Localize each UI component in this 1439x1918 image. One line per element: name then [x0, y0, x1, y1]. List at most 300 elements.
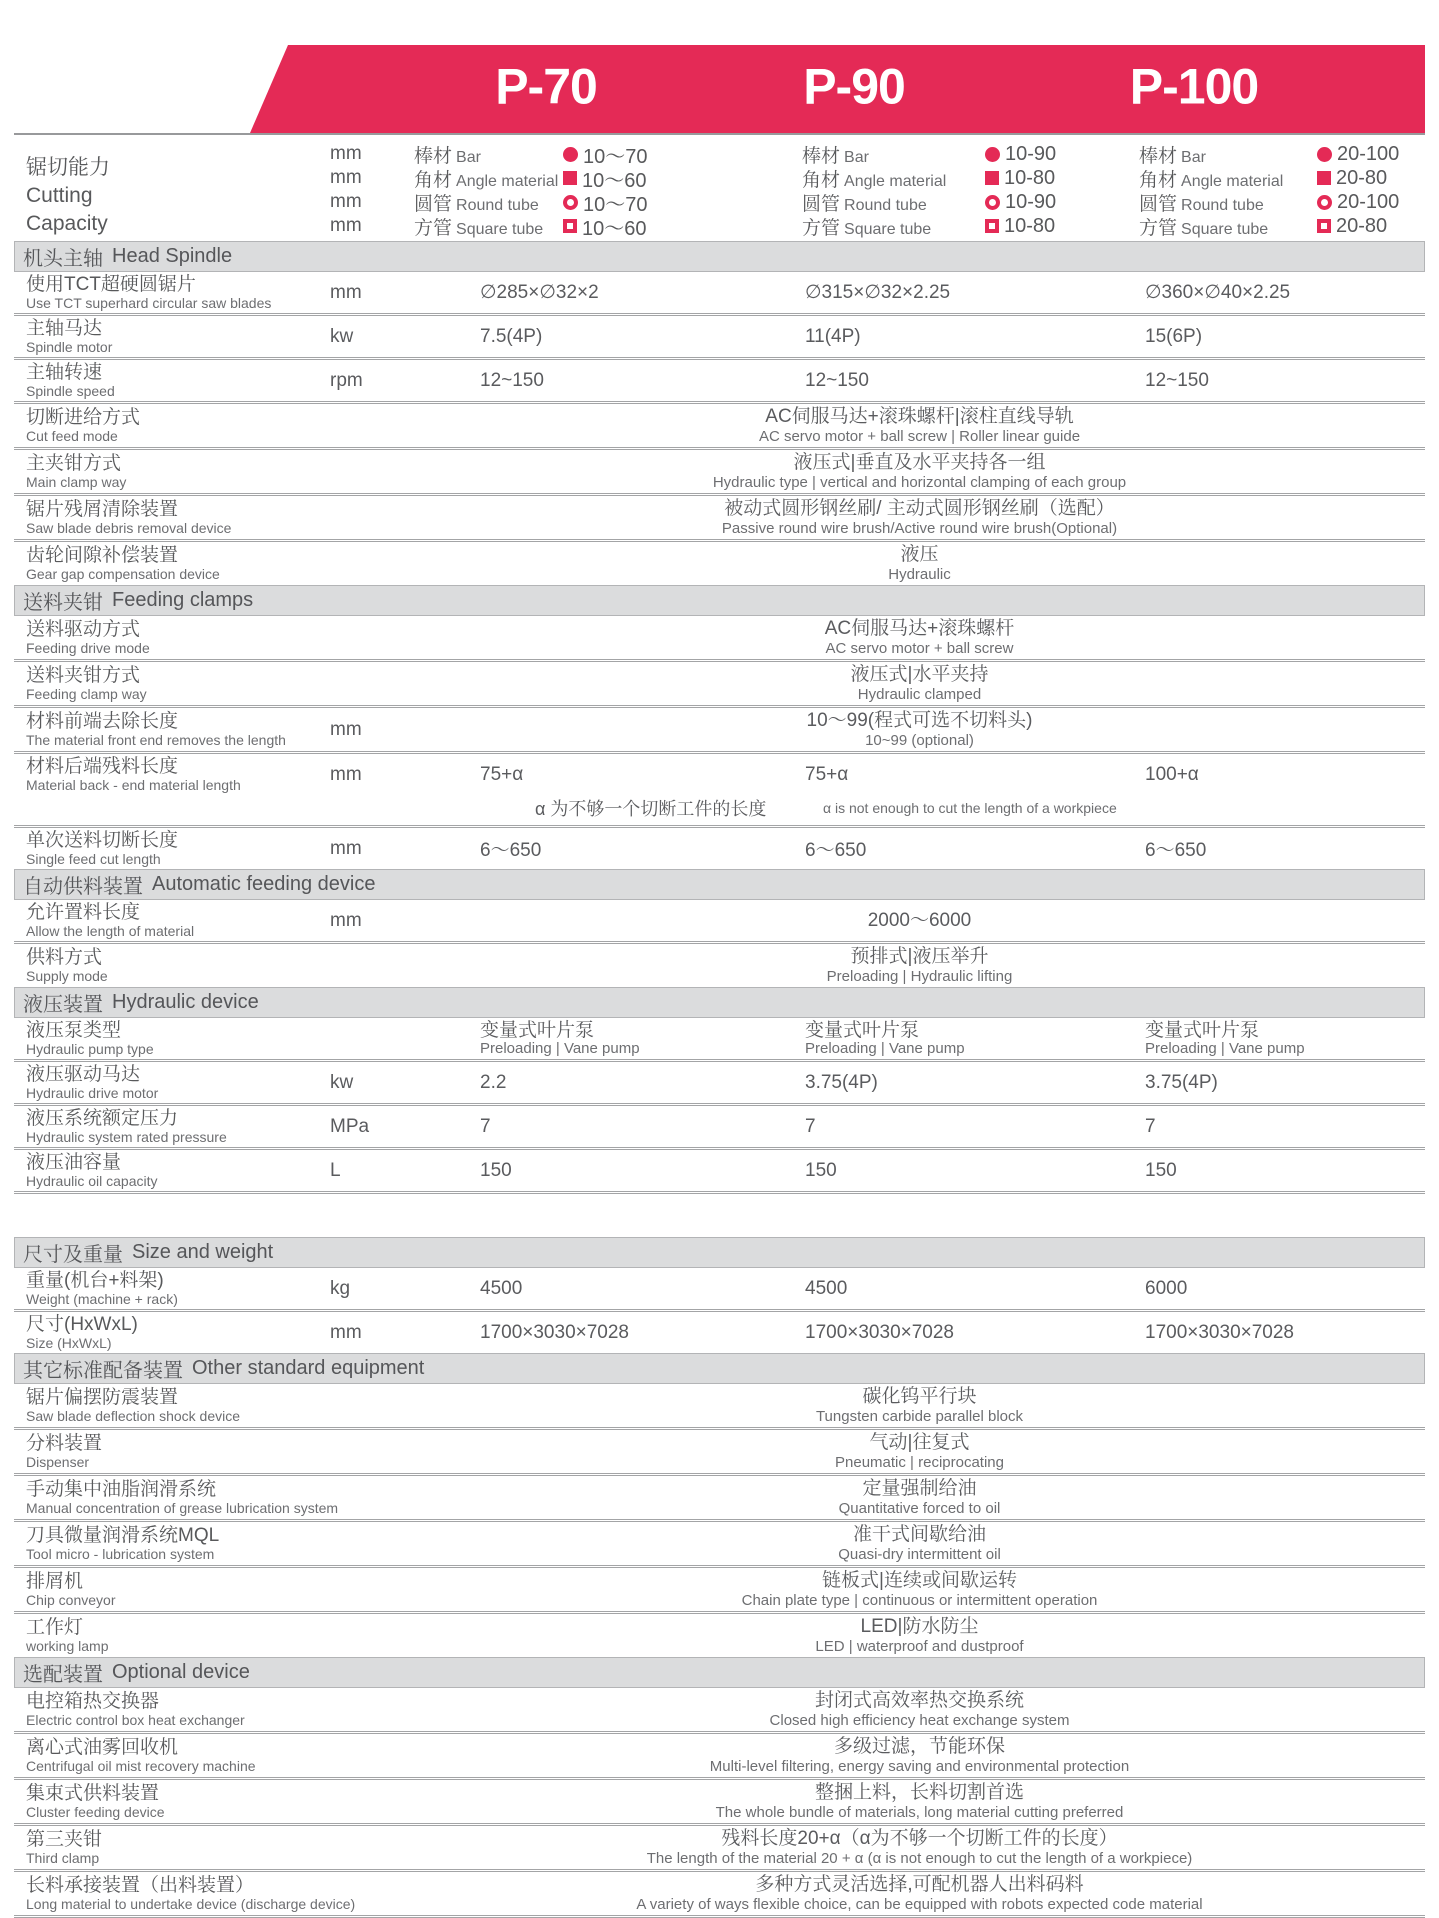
value-en: Preloading | Vane pump	[805, 1040, 965, 1057]
section-header-automatic-feeding-device	[14, 869, 1425, 900]
row-label	[14, 665, 279, 702]
outline-square-icon	[563, 219, 577, 233]
unit-mm: mm	[330, 167, 362, 188]
cutting-row-bar	[802, 142, 1079, 166]
value-cell-p-100: 3.75(4P)	[1145, 1071, 1218, 1093]
row-label-en: Chip conveyor	[26, 1592, 116, 1608]
spec-row-cut-feed-mode	[14, 401, 1425, 447]
cutting-row-bar	[1139, 142, 1425, 166]
row-label-en: Feeding drive mode	[26, 640, 150, 656]
row-label-cn: 切断进给方式	[26, 407, 141, 428]
value-cell-p-90: 150	[805, 1159, 837, 1181]
section-title-cn: 机头主轴	[23, 248, 103, 270]
merged-value-cn: 10～99(程式可选不切料头)	[806, 710, 1033, 731]
value-cell-p-100	[1079, 1020, 1425, 1057]
merged-value-en: Tungsten carbide parallel block	[815, 1408, 1024, 1425]
merged-value-cn: 气动|往复式	[869, 1432, 970, 1453]
cutting-row-round-tube	[414, 190, 739, 214]
cutting-row-square-tube	[802, 214, 1079, 238]
merged-value-cell	[414, 710, 1425, 749]
material-name-cn: 圆管	[802, 193, 841, 215]
value-cell-p-100: 150	[1145, 1159, 1177, 1181]
unit-cell: kg	[330, 1277, 351, 1299]
merged-value-cell	[414, 498, 1425, 537]
section-header-feeding-clamps	[14, 585, 1425, 616]
unit-cell: rpm	[330, 369, 363, 391]
value-cell-p-100: 7	[1145, 1115, 1156, 1137]
row-label-en: The material front end removes the length	[26, 732, 286, 748]
material-name-cn: 角材	[414, 169, 453, 191]
material-name	[1139, 141, 1317, 168]
capacity-range: 20-100	[1337, 190, 1400, 213]
unit-mm: mm	[330, 191, 362, 212]
spec-row-feeding-drive-mode	[14, 616, 1425, 659]
spec-row-spindle-speed	[14, 357, 1425, 401]
capacity-range: 20-80	[1336, 166, 1388, 189]
row-label-en: Hydraulic oil capacity	[26, 1173, 158, 1189]
value-cell-p-70	[414, 1020, 739, 1057]
section-title-en: Automatic feeding device	[152, 873, 376, 895]
row-label-cn: 允许置料长度	[26, 902, 141, 923]
merged-value-en: A variety of ways flexible choice, can be equipped with robots expected code material	[636, 1896, 1203, 1913]
row-label-cn: 排屑机	[26, 1571, 84, 1592]
merged-value-cell	[414, 1616, 1425, 1655]
section-header-hydraulic-device	[14, 987, 1425, 1018]
value-cell-p-70: 75+α	[480, 763, 524, 785]
merged-value-en: Hydraulic type | vertical and horizontal clamping of each group	[712, 474, 1127, 491]
cutting-units	[279, 142, 414, 238]
row-label	[14, 711, 286, 748]
spec-row-third-clamp	[14, 1823, 1425, 1869]
cutting-row-square-tube	[414, 214, 739, 238]
unit-cell: mm	[330, 763, 362, 785]
row-label-cn: 第三夹钳	[26, 1829, 103, 1850]
material-name-cn: 棒材	[1139, 145, 1178, 167]
section-title-en: Size and weight	[132, 1241, 274, 1263]
section-header-head-spindle	[14, 241, 1425, 272]
capacity-range: 10-90	[1005, 142, 1057, 165]
filled-circle-icon	[1317, 147, 1332, 162]
row-label	[14, 1314, 279, 1351]
row-label	[14, 619, 279, 656]
filled-circle-icon	[563, 147, 578, 162]
material-name	[1139, 165, 1317, 192]
value-cell-p-90: 4500	[805, 1277, 848, 1299]
material-name-en: Angle material	[844, 172, 947, 190]
merged-value-cn: AC伺服马达+滚珠螺杆	[824, 618, 1015, 639]
row-label-cn: 锯片偏摆防震装置	[26, 1387, 179, 1408]
row-label-en: Cluster feeding device	[26, 1804, 165, 1820]
cutting-col-p-90	[739, 142, 1079, 238]
value-cell-p-100: 1700×3030×7028	[1145, 1321, 1294, 1343]
spec-row-chip-conveyor	[14, 1565, 1425, 1611]
spec-row-cluster-feeding-device	[14, 1777, 1425, 1823]
alpha-note-en: α is not enough to cut the length of a workpiece	[823, 800, 1117, 816]
value-cell-p-100: 15(6P)	[1145, 325, 1203, 347]
value-cell-p-90: ∅315×∅32×2.25	[805, 282, 951, 303]
merged-value-cell	[414, 618, 1425, 657]
row-label-en: Single feed cut length	[26, 851, 161, 867]
row-label-cn: 主夹钳方式	[26, 453, 122, 474]
capacity-range: 20-80	[1336, 214, 1388, 237]
section-title-cn: 送料夹钳	[23, 592, 103, 614]
spec-row-main-clamp-way	[14, 447, 1425, 493]
row-label-cn: 主轴马达	[26, 318, 103, 339]
row-label	[14, 1020, 279, 1057]
spec-row-centrifugal-oil-mist-recovery-machine	[14, 1731, 1425, 1777]
row-label-en: Cut feed mode	[26, 428, 118, 444]
row-label-en: Size (HxWxL)	[26, 1335, 112, 1351]
spec-row-gear-gap-compensation-device	[14, 539, 1425, 585]
section-title-en: Feeding clamps	[112, 589, 254, 611]
row-label	[14, 1737, 279, 1774]
row-label-cn: 液压系统额定压力	[26, 1108, 179, 1129]
outline-circle-icon	[563, 195, 578, 210]
value-cn: 变量式叶片泵	[805, 1020, 920, 1041]
row-label-cn: 材料前端去除长度	[26, 711, 179, 732]
row-label-cn: 手动集中油脂润滑系统	[26, 1479, 217, 1500]
unit-cell: kw	[330, 1071, 354, 1093]
row-label-en: Hydraulic drive motor	[26, 1085, 159, 1101]
section-title-cn: 液压装置	[23, 994, 103, 1016]
merged-value-cell	[414, 910, 1425, 932]
row-label-cn: 工作灯	[26, 1617, 84, 1638]
unit-mm: mm	[330, 143, 362, 164]
row-label-cn: 单次送料切断长度	[26, 830, 179, 851]
merged-value-cn: AC伺服马达+滚珠螺杆|滚柱直线导轨	[765, 406, 1074, 427]
filled-circle-icon	[985, 147, 1000, 162]
row-label	[14, 362, 279, 399]
row-label	[14, 1829, 279, 1866]
merged-value-cn: 封闭式高效率热交换系统	[814, 1690, 1024, 1711]
row-label-en: Main clamp way	[26, 474, 127, 490]
value-cell-p-100: 12~150	[1145, 369, 1209, 391]
row-label-cn: 材料后端残料长度	[26, 756, 179, 777]
row-label-en: Feeding clamp way	[26, 686, 147, 702]
row-label	[14, 545, 279, 582]
spec-row-weight-machine-rack	[14, 1268, 1425, 1309]
row-label	[14, 453, 279, 490]
spec-row-single-feed-cut-length	[14, 825, 1425, 869]
model-title-p-70: P-70	[495, 58, 597, 115]
merged-value-cell	[414, 1386, 1425, 1425]
row-label	[14, 274, 279, 311]
merged-value-cell	[414, 1478, 1425, 1517]
value-cell-p-70: 6～650	[480, 840, 542, 861]
merged-value-cell	[414, 1524, 1425, 1563]
row-label-en: Gear gap compensation device	[26, 566, 220, 582]
row-label-cn: 齿轮间隙补偿装置	[26, 545, 179, 566]
material-name-en: Bar	[844, 148, 869, 166]
value-cell-p-90: 3.75(4P)	[805, 1071, 878, 1093]
material-name-en: Round tube	[456, 196, 539, 214]
merged-value-cn: 2000～6000	[867, 909, 972, 931]
unit-cell: mm	[330, 909, 362, 931]
material-name	[1139, 213, 1317, 240]
value-cell-p-70: 1700×3030×7028	[480, 1321, 629, 1343]
cutting-capacity-label-en: Cutting	[26, 184, 93, 207]
material-name	[802, 141, 985, 168]
material-name-cn: 角材	[802, 169, 841, 191]
value-cell-p-70: 12~150	[480, 369, 544, 391]
row-label-en: Third clamp	[26, 1850, 100, 1866]
spec-row-working-lamp	[14, 1611, 1425, 1657]
unit-cell: kw	[330, 325, 354, 347]
cutting-capacity-label	[14, 142, 279, 238]
merged-value-cn: 链板式|连续或间歇运转	[822, 1570, 1017, 1591]
value-cn: 变量式叶片泵	[1145, 1020, 1260, 1041]
spec-sheet-page	[0, 45, 1439, 1918]
value-en: Preloading | Vane pump	[1145, 1040, 1305, 1057]
merged-value-cn: 液压式|垂直及水平夹持各一组	[793, 452, 1046, 473]
value-cell-p-70: 4500	[480, 1277, 523, 1299]
material-name	[414, 189, 563, 216]
spec-row-manual-concentration-of-grease-lubrication-system	[14, 1473, 1425, 1519]
value-cell-p-90: 7	[805, 1115, 816, 1137]
merged-value-en: AC servo motor + ball screw | Roller linear guide	[758, 428, 1081, 445]
material-name-en: Bar	[456, 148, 481, 166]
merged-value-en: The length of the material 20 + α (α is not enough to cut the length of a workpiece)	[646, 1850, 1193, 1867]
merged-value-cn: 被动式圆形钢丝刷/ 主动式圆形钢丝刷（选配）	[724, 498, 1115, 519]
capacity-range: 10-90	[1005, 190, 1057, 213]
merged-value-cell	[414, 452, 1425, 491]
merged-value-cn: 定量强制给油	[862, 1478, 977, 1499]
merged-value-en: Quasi-dry intermittent oil	[838, 1546, 1001, 1563]
row-label-cn: 分料装置	[26, 1433, 103, 1454]
spec-row-size-hxwxl	[14, 1309, 1425, 1353]
row-label-en: Tool micro - lubrication system	[26, 1546, 215, 1562]
spec-row-hydraulic-system-rated-pressure	[14, 1103, 1425, 1147]
material-name	[802, 213, 985, 240]
outline-square-icon	[1317, 219, 1331, 233]
row-label-en: Manual concentration of grease lubrication system	[26, 1500, 339, 1516]
row-label-cn: 液压油容量	[26, 1152, 122, 1173]
row-label-cn: 电控箱热交换器	[26, 1691, 160, 1712]
cutting-row-angle-material	[802, 166, 1079, 190]
value-cell-p-90: 6～650	[805, 840, 867, 861]
alpha-note	[14, 793, 1425, 823]
row-label-en: Long material to undertake device (discharge device)	[26, 1896, 356, 1912]
row-label	[14, 1875, 356, 1912]
section-header-size-and-weight	[14, 1237, 1425, 1268]
row-label-en: working lamp	[26, 1638, 109, 1654]
row-label	[14, 756, 279, 793]
material-name-en: Round tube	[844, 196, 927, 214]
capacity-range: 10～60	[582, 217, 647, 240]
spec-row-the-material-front-end-removes-the-length	[14, 705, 1425, 751]
row-label-en: Saw blade deflection shock device	[26, 1408, 241, 1424]
value-cell-p-100: 100+α	[1145, 763, 1199, 785]
spec-row-tool-micro-lubrication-system	[14, 1519, 1425, 1565]
capacity-range: 10-80	[1004, 166, 1056, 189]
cutting-row-round-tube	[802, 190, 1079, 214]
alpha-note-cn: α 为不够一个切断工件的长度	[535, 799, 767, 819]
row-label-cn: 送料夹钳方式	[26, 665, 141, 686]
material-name-cn: 方管	[414, 217, 453, 239]
material-name-cn: 方管	[802, 217, 841, 239]
row-label-cn: 刀具微量润滑系统MQL	[26, 1525, 220, 1546]
value-cell-p-90: 75+α	[805, 763, 849, 785]
merged-value-en: Closed high efficiency heat exchange system	[769, 1712, 1070, 1729]
cutting-capacity-block	[14, 133, 1425, 241]
spec-row-supply-mode	[14, 941, 1425, 987]
material-name-cn: 棒材	[414, 145, 453, 167]
row-label-en: Allow the length of material	[26, 923, 195, 939]
model-title-p-90: P-90	[803, 58, 905, 115]
value-cell-p-90: 12~150	[805, 369, 869, 391]
spec-row-hydraulic-oil-capacity	[14, 1147, 1425, 1191]
material-name-en: Angle material	[1181, 172, 1284, 190]
value-cell-p-100: ∅360×∅40×2.25	[1145, 282, 1291, 303]
cutting-capacity-label-en: Capacity	[26, 212, 108, 235]
material-name	[414, 165, 563, 192]
unit-cell: mm	[330, 281, 362, 303]
filled-square-icon	[563, 171, 577, 185]
merged-value-cell	[414, 1432, 1425, 1471]
spec-row-hydraulic-pump-type	[14, 1018, 1425, 1059]
row-label-cn: 送料驱动方式	[26, 619, 141, 640]
section-title-cn: 其它标准配备装置	[23, 1360, 183, 1382]
section-title-en: Hydraulic device	[112, 991, 259, 1013]
row-label	[14, 1064, 279, 1101]
cutting-row-square-tube	[1139, 214, 1425, 238]
merged-value-cell	[414, 1736, 1425, 1775]
material-name-cn: 圆管	[414, 193, 453, 215]
filled-square-icon	[1317, 171, 1331, 185]
row-label	[14, 1387, 279, 1424]
capacity-range: 20-100	[1337, 142, 1400, 165]
row-label	[14, 830, 279, 867]
merged-value-cell	[414, 946, 1425, 985]
material-name	[1139, 189, 1317, 216]
row-label-cn: 主轴转速	[26, 362, 103, 383]
row-label-en: Electric control box heat exchanger	[26, 1712, 245, 1728]
merged-value-cell	[414, 1828, 1425, 1867]
capacity-range: 10～60	[582, 169, 647, 192]
row-label	[14, 1270, 279, 1307]
merged-value-cn: 准干式间歇给油	[852, 1524, 986, 1545]
merged-value-en: Preloading | Hydraulic lifting	[826, 968, 1013, 985]
value-cell-p-90: 1700×3030×7028	[805, 1321, 954, 1343]
cutting-row-angle-material	[414, 166, 739, 190]
material-name-cn: 方管	[1139, 217, 1178, 239]
value-cell-p-70: 2.2	[480, 1071, 507, 1093]
row-label-en: Weight (machine + rack)	[26, 1291, 178, 1307]
section-title-en: Head Spindle	[112, 245, 233, 267]
row-label-cn: 液压驱动马达	[26, 1064, 141, 1085]
merged-value-cell	[414, 1570, 1425, 1609]
merged-value-cell	[414, 1782, 1425, 1821]
merged-value-cn: 整捆上料，长料切割首选	[814, 1782, 1024, 1803]
merged-value-cn: 液压	[900, 544, 939, 565]
section-title-en: Optional device	[112, 1661, 250, 1683]
material-name	[802, 165, 985, 192]
filled-square-icon	[985, 171, 999, 185]
spec-row-saw-blade-deflection-shock-device	[14, 1384, 1425, 1427]
spacer	[14, 1191, 1425, 1237]
merged-value-en: Passive round wire brush/Active round wire brush(Optional)	[721, 520, 1118, 537]
spec-row-dispenser	[14, 1427, 1425, 1473]
row-label-cn: 重量(机台+料架)	[26, 1270, 164, 1291]
value-cell-p-100: 6000	[1145, 1277, 1188, 1299]
merged-value-cell	[414, 1690, 1425, 1729]
material-name	[802, 189, 985, 216]
merged-value-cn: 液压式|水平夹持	[850, 664, 989, 685]
material-name-cn: 角材	[1139, 169, 1178, 191]
merged-value-en: Chain plate type | continuous or intermittent operation	[741, 1592, 1098, 1609]
capacity-range: 10～70	[583, 145, 648, 168]
unit-cell: MPa	[330, 1115, 370, 1137]
row-label-cn: 供料方式	[26, 947, 103, 968]
merged-value-en: The whole bundle of materials, long material cutting preferred	[715, 1804, 1124, 1821]
merged-value-cell	[414, 664, 1425, 703]
value-en: Preloading | Vane pump	[480, 1040, 640, 1057]
cutting-row-round-tube	[1139, 190, 1425, 214]
unit-cell: mm	[330, 1321, 362, 1343]
row-label	[14, 318, 279, 355]
row-label	[14, 499, 279, 536]
row-label-cn: 使用TCT超硬圆锯片	[26, 274, 196, 295]
value-cell-p-70: 7	[480, 1115, 491, 1137]
merged-value-cell	[414, 1874, 1425, 1913]
row-label	[14, 1617, 279, 1654]
material-name-en: Round tube	[1181, 196, 1264, 214]
row-label	[14, 1571, 279, 1608]
merged-value-en: LED | waterproof and dustproof	[815, 1638, 1024, 1655]
merged-value-cn: 多级过滤，节能环保	[833, 1736, 1005, 1757]
section-title-cn: 尺寸及重量	[23, 1244, 123, 1266]
material-name	[414, 141, 563, 168]
row-label	[14, 1525, 279, 1562]
unit-cell: mm	[330, 837, 362, 859]
row-label	[14, 947, 279, 984]
row-label-en: Saw blade debris removal device	[26, 520, 232, 536]
row-label-en: Centrifugal oil mist recovery machine	[26, 1758, 256, 1774]
row-label-en: Hydraulic system rated pressure	[26, 1129, 227, 1145]
row-label	[14, 1479, 339, 1516]
spec-row-allow-the-length-of-material	[14, 900, 1425, 941]
merged-value-en: Multi-level filtering, energy saving and environmental protection	[709, 1758, 1130, 1775]
row-label-cn: 长料承接装置（出料装置）	[26, 1875, 255, 1896]
merged-value-en: 10~99 (optional)	[865, 732, 974, 749]
cutting-row-bar	[414, 142, 739, 166]
row-label-cn: 集束式供料装置	[26, 1783, 160, 1804]
capacity-range: 10～70	[583, 193, 648, 216]
merged-value-en: Quantitative forced to oil	[838, 1500, 1001, 1517]
section-title-en: Other standard equipment	[192, 1357, 425, 1379]
section-title-cn: 自动供料装置	[23, 876, 143, 898]
value-cell-p-70: 150	[480, 1159, 512, 1181]
row-label-en: Use TCT superhard circular saw blades	[26, 295, 272, 311]
row-label-en: Supply mode	[26, 968, 108, 984]
material-name-en: Square tube	[456, 220, 544, 238]
row-label	[14, 902, 279, 939]
row-label-en: Spindle motor	[26, 339, 113, 355]
value-cell-p-70: ∅285×∅32×2	[480, 282, 599, 303]
row-label	[14, 1783, 279, 1820]
section-header-optional-device	[14, 1657, 1425, 1688]
section-header-other-standard-equipment	[14, 1353, 1425, 1384]
value-cell-p-90	[739, 1020, 1079, 1057]
material-name-en: Square tube	[844, 220, 932, 238]
material-name	[414, 213, 563, 240]
row-label	[14, 407, 279, 444]
merged-value-cn: 残料长度20+α（α为不够一个切断工件的长度）	[721, 1828, 1118, 1849]
row-label-en: Hydraulic pump type	[26, 1041, 154, 1057]
value-cell-p-90: 11(4P)	[805, 325, 861, 347]
model-banner	[14, 45, 1425, 133]
value-cell-p-70: 7.5(4P)	[480, 325, 543, 347]
